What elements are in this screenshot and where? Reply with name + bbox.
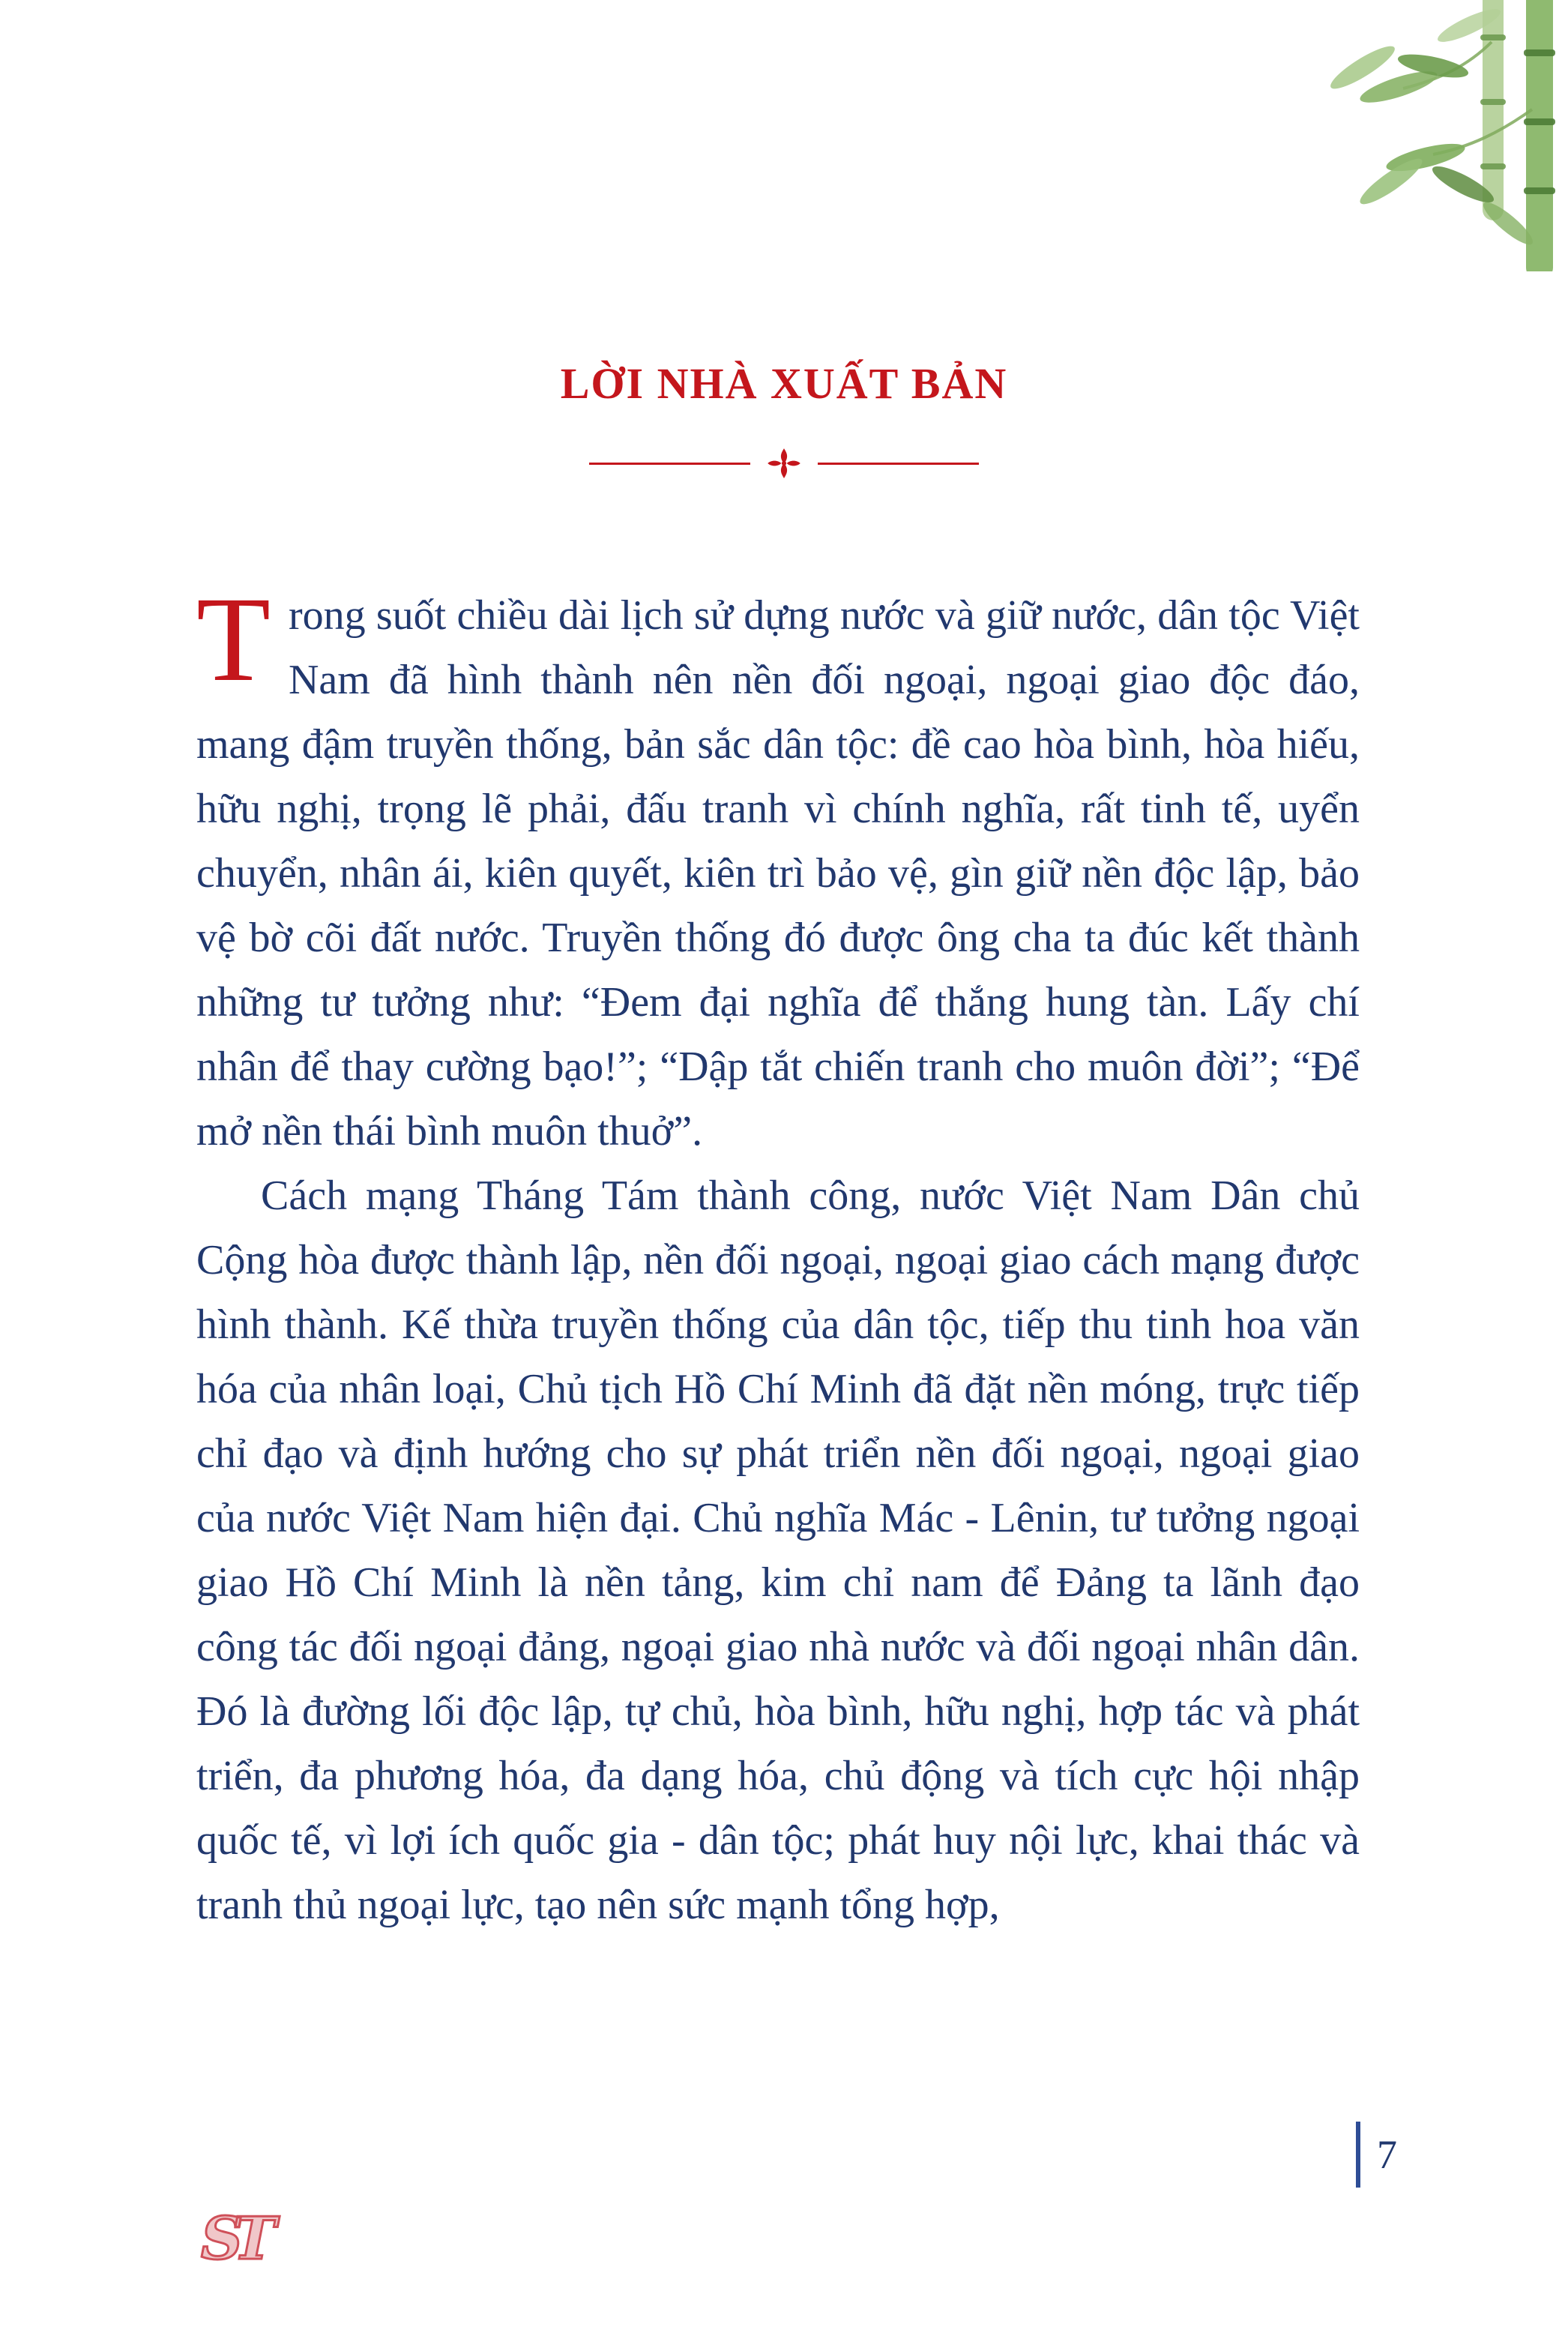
page-number-block	[1356, 2120, 1397, 2189]
title-divider	[589, 444, 979, 483]
paragraph-1	[196, 573, 1360, 1164]
paragraph-2	[196, 1164, 1360, 1937]
bamboo-decoration-icon	[1244, 0, 1568, 271]
drop-cap: T	[196, 573, 271, 707]
paragraph-1-text: rong suốt chiều dài lịch sử dựng nước và giữ nước, dân tộc Việt Nam đã hình thành nên nền đối ngoại, ngoại giao độc đáo, mang đậm truyền thống, bản sắc dân tộc: đề cao hòa bình, hòa hiếu, hữu nghị, trọng lẽ phải, đấu tranh vì chính nghĩa, rất tinh tế, uyển chuyển, nhân ái, kiên quyết, kiên trì bảo vệ, gìn giữ nền độc lập, bảo vệ bờ cõi đất nước. Truyền thống đó được ông cha ta đúc kết thành những tư tưởng như: “Đem đại nghĩa để thắng hung tàn. Lấy chí nhân để thay cường bạo!”; “Dập tắt chiến tranh cho muôn đời”; “Để mở nền thái bình muôn thuở”.	[196, 592, 1360, 1155]
page-title: LỜI NHÀ XUẤT BẢN	[560, 359, 1008, 408]
fleuron-icon	[762, 447, 806, 480]
paragraph-2-text: Cách mạng Tháng Tám thành công, nước Việt Nam Dân chủ Cộng hòa được thành lập, nền đối ngoại, ngoại giao cách mạng được hình thành. Kế thừa truyền thống của dân tộc, tiếp thu tinh hoa văn hóa của nhân loại, Chủ tịch Hồ Chí Minh đã đặt nền móng, trực tiếp chỉ đạo và định hướng cho sự phát triển nền đối ngoại, ngoại giao của nước Việt Nam hiện đại. Chủ nghĩa Mác - Lênin, tư tưởng ngoại giao Hồ Chí Minh là nền tảng, kim chỉ nam để Đảng ta lãnh đạo công tác đối ngoại đảng, ngoại giao nhà nước và đối ngoại nhân dân. Đó là đường lối độc lập, tự chủ, hòa bình, hữu nghị, hợp tác và phát triển, đa phương hóa, đa dạng hóa, chủ động và tích cực hội nhập quốc tế, vì lợi ích quốc gia - dân tộc; phát huy nội lực, khai thác và tranh thủ ngoại lực, tạo nên sức mạnh tổng hợp,	[196, 1173, 1360, 1928]
body-text	[196, 573, 1360, 1937]
divider-line-right	[818, 463, 979, 465]
page-number-bar	[1356, 2122, 1360, 2188]
divider-line-left	[589, 463, 750, 465]
publisher-logo: ST	[201, 2205, 266, 2273]
page-number: 7	[1377, 2132, 1397, 2177]
